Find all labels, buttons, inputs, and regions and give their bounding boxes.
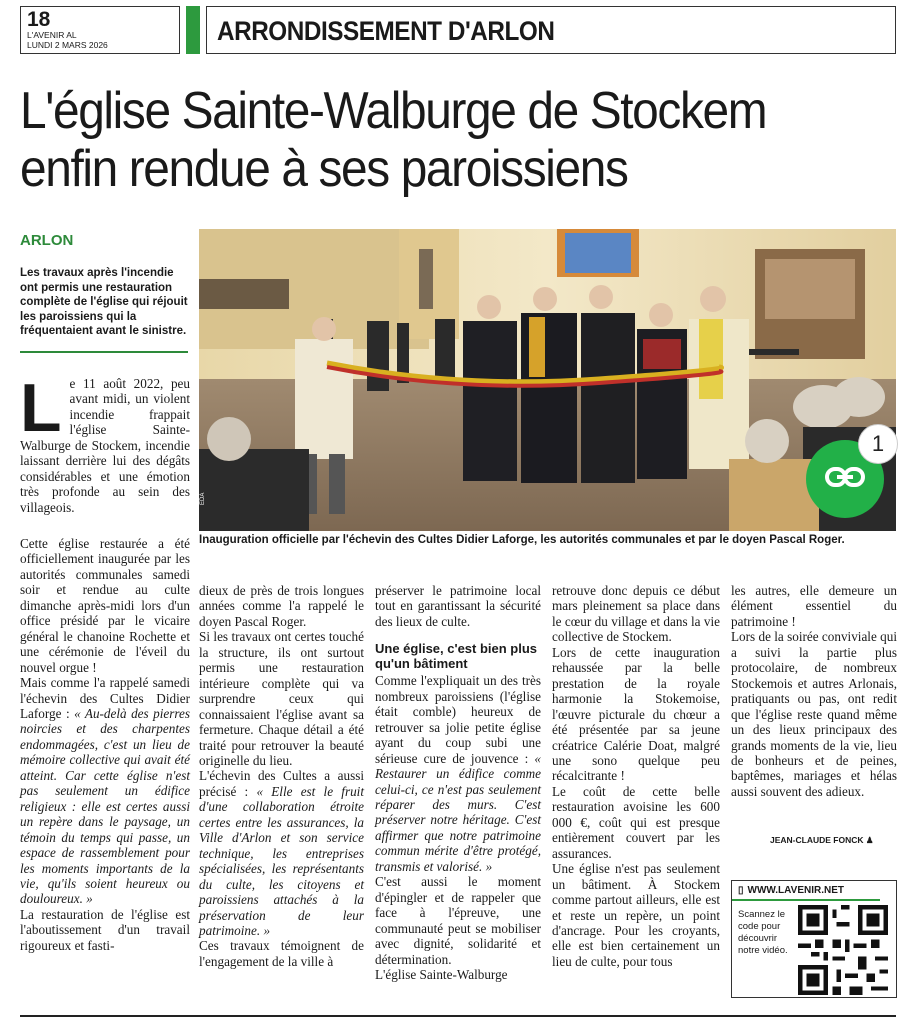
- phone-icon: ▯: [738, 884, 744, 896]
- paragraph: Le coût de cette belle restauration avoisine les 600 000 €, coût qui est presque entièrement couvert par les assurances.: [552, 783, 720, 861]
- qr-header: [732, 881, 880, 901]
- page-number-box: [20, 6, 180, 54]
- article-headline: L'église Sainte-Walburge de Stockem enfin rendue à ses paroissiens: [20, 82, 767, 198]
- link-icon: [825, 466, 865, 493]
- author-name: JEAN-CLAUDE FONCK: [770, 835, 864, 845]
- section-banner: [206, 6, 896, 54]
- intro-text: e 11 août 2022, peu avant midi, un violent incendie frappait l'église Sainte-Walburge de Stockem, incendie laissant derrière lui des dégâts considérables et une émotion très profonde au sein des villageois.: [20, 376, 190, 515]
- quote: « Au-delà des pierres noircies et des charpentes endommagées, c'est un lieu de mémoire collective qui avait été atteint. Car cette église n'est pas seulement un édifice religieux : elle est certes aussi un repère dans le paysage, un témoin du temps qui passe, un espace de rassemblement pour les moments importants de la vie, qu'ils soient heureux ou douloureux. »: [20, 705, 190, 907]
- article-column-1-top: [20, 370, 190, 515]
- quote: « Restaurer un édifice comme celui-ci, ce n'est pas seulement réparer des murs. C'est préserver notre héritage. C'est affirmer que notre patrimoine commun mérite d'être protégé, transmis et valorisé. »: [375, 750, 541, 874]
- paragraph: Si les travaux ont certes touché la structure, ils ont surtout permis une restauration intérieure complète qui va surprendre ceux qui connaissaient l'église avant sa fermeture. Chaque détail a été traité pour retrouver la beauté originelle du lieu.: [199, 629, 364, 768]
- subheading: Une église, c'est bien plus qu'un bâtiment: [375, 641, 538, 672]
- paragraph: Lors de la soirée conviviale qui a suivi la partie plus protocolaire, de nombreux Stockemois et autres Arlonais, pratiquants ou pas, ont redit que l'église reste quand même un des lieux principaux des grands moments de la vie, lieu de bonheurs et de peines, baptêmes, mariages et hélas aussi souvent des adieux.: [731, 629, 897, 799]
- paragraph: [20, 675, 190, 907]
- publication-date: LUNDI 2 MARS 2026: [27, 40, 108, 50]
- paragraph: préserver le patrimoine local tout en garantissant la sécurité des lieux de culte.: [375, 583, 541, 629]
- video-qr-box[interactable]: [731, 880, 897, 998]
- paragraph-text: Mais comme l'a rappelé samedi l'échevin des Cultes Didier Laforge :: [20, 675, 190, 721]
- article-photo: [199, 229, 896, 531]
- paragraph: Lors de cette inauguration rehaussée par la belle prestation de la royale harmonie la Stokemoise, l'œuvre picturale du chœur a été présentée par sa jeune créatrice Calérie Doat, malgré une sono quelque peu récalcitrante !: [552, 644, 720, 784]
- article-column-5: [731, 583, 897, 799]
- paragraph: Ces travaux témoignent de l'engagement de la ville à: [199, 938, 364, 969]
- paragraph-text: Comme l'expliquait un des très nombreux paroissiens (l'église était comble) heureux de retrouver sa jolie petite église ayant du coup subi une sérieuse cure de jouvence :: [375, 673, 541, 766]
- article-column-3: [375, 583, 541, 982]
- qr-instructions: Scannez le code pour découvrir notre vidéo.: [738, 909, 788, 956]
- paragraph: dieux de près de trois longues années comme l'a rappelé le doyen Pascal Roger.: [199, 583, 364, 629]
- paragraph: Une église n'est pas seulement un bâtiment. À Stockem comme partout ailleurs, elle est et reste un repère, un point d'ancrage. Pour les croyants, elle est bien certainement un lieu de culte, pour tous: [552, 861, 720, 969]
- website-label: WWW.LAVENIR.NET: [747, 884, 844, 896]
- bottom-rule: [20, 1015, 896, 1017]
- paragraph: L'église Sainte-Walburge: [375, 966, 508, 982]
- paragraph: [199, 768, 364, 938]
- paragraph: les autres, elle demeure un élément essentiel du patrimoine !: [731, 583, 897, 629]
- section-accent-bar: [186, 6, 200, 54]
- quote: « Elle est le fruit d'une collaboration étroite certes entre les assurances, la Ville d'Arlon et son service technique, les entreprises spécialisées, les représentants du culte, les citoyens et paroissiens attachés à la préservation de leur patrimoine. »: [199, 783, 364, 938]
- photo-credit: EDA: [200, 492, 206, 505]
- intro-paragraph: [20, 370, 190, 515]
- page-header: [20, 6, 896, 56]
- user-icon: ♟: [865, 835, 874, 845]
- section-title: ARRONDISSEMENT D'ARLON: [217, 16, 555, 46]
- article-column-4: [552, 583, 720, 969]
- qr-code-icon[interactable]: [796, 905, 890, 995]
- lead-divider: [20, 351, 188, 353]
- page-number: 18: [27, 8, 51, 31]
- article-column-2: [199, 583, 364, 969]
- article-rubric: ARLON: [20, 232, 74, 249]
- paragraph: [375, 673, 541, 874]
- article-lead: Les travaux après l'incendie ont permis une restauration complète de l'église qui réjouit les paroissiens qui la fréquentaient avant le sinistre.: [20, 267, 188, 337]
- photo-number-badge: 1: [858, 424, 898, 464]
- photo-caption: Inauguration officielle par l'échevin des Cultes Didier Laforge, les autorités communales et par le doyen Pascal Roger.: [199, 534, 845, 546]
- author-byline: [770, 835, 874, 846]
- publication-name: L'AVENIR AL: [27, 30, 77, 40]
- paragraph-text: L'échevin des Cultes a aussi précisé :: [199, 768, 364, 799]
- dropcap: L: [20, 370, 62, 446]
- paragraph: C'est aussi le moment d'épingler et de rappeler que face à l'épreuve, une communauté peut se mobiliser avec dignité, solidarité et détermination.: [375, 874, 541, 967]
- paragraph: retrouve donc depuis ce début mars pleinement sa place dans le cœur du village et dans la vie collective de Stockem.: [552, 583, 720, 645]
- article-column-1: [20, 536, 190, 953]
- paragraph: Cette église restaurée a été officiellement inaugurée par les autorités communales samedi soir et rendue au culte dimanche après-midi lors d'un office présidé par le vicaire général le chanoine Rochette et une cérémonie de l'éveil du nouvel orgue !: [20, 536, 190, 675]
- paragraph: La restauration de l'église est l'aboutissement d'un travail rigoureux et fasti-: [20, 906, 190, 953]
